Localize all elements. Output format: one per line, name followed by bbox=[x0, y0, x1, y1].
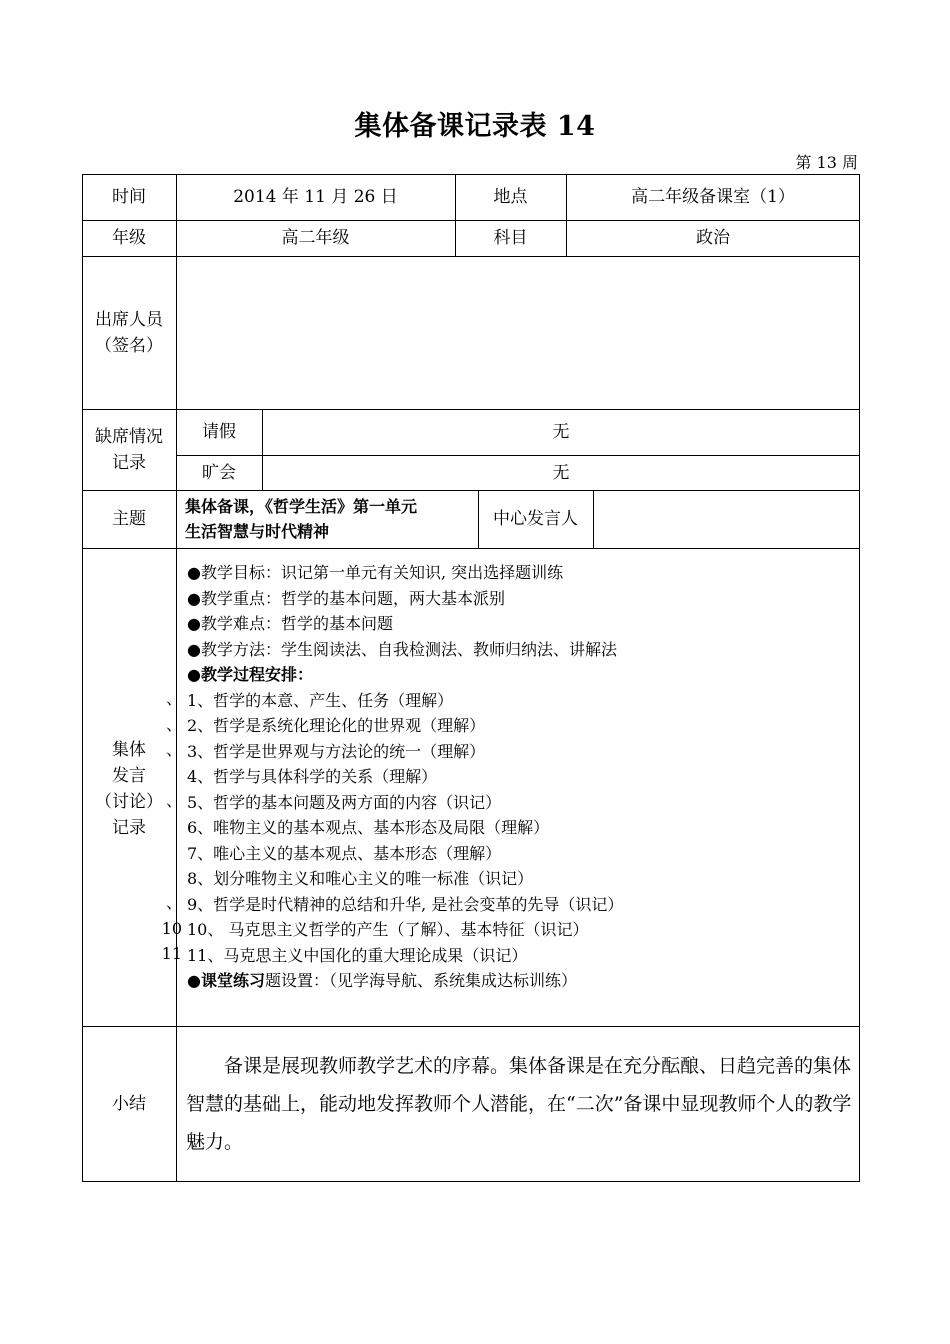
label-attendees: 出席人员 （签名） bbox=[95, 309, 163, 356]
label-grade: 年级 bbox=[112, 228, 146, 248]
label-summary: 小结 bbox=[112, 1094, 146, 1114]
value-topic: 集体备课，《哲学生活》第一单元 生活智慧与时代精神 bbox=[185, 497, 418, 541]
value-subject: 政治 bbox=[696, 228, 730, 248]
label-topic: 主题 bbox=[112, 509, 146, 529]
attendees-signature-field[interactable] bbox=[176, 256, 860, 409]
label-time: 时间 bbox=[112, 187, 146, 207]
process-heading: ●教学过程安排： bbox=[187, 665, 313, 684]
list-item: 10、 马克思主义哲学的产生（了解）、基本特征（识记） bbox=[187, 920, 589, 939]
label-truancy: 旷会 bbox=[202, 462, 236, 483]
summary-text: 备课是展现教师教学艺术的序幕。集体备课是在充分酝酿、日趋完善的集体智慧的基础上，能动地发挥教师个人潜能，在“二次”备课中显现教师个人的教学魅力。 bbox=[186, 1055, 852, 1153]
list-item: 7、唯心主义的基本观点、基本形态（理解） bbox=[187, 843, 502, 863]
week-number: 第 13 周 bbox=[795, 153, 858, 172]
list-item: 1、哲学的本意、产生、任务（理解） bbox=[187, 690, 454, 710]
teaching-key-point: ●教学重点：哲学的基本问题，两大基本派别 bbox=[187, 588, 505, 608]
value-truancy: 无 bbox=[552, 462, 570, 483]
page-title: 集体备课记录表 14 bbox=[354, 111, 596, 142]
value-place: 高二年级备课室（1） bbox=[631, 187, 795, 207]
value-grade: 高二年级 bbox=[281, 228, 350, 248]
label-leave: 请假 bbox=[202, 422, 236, 442]
list-item: 9、哲学是时代精神的总结和升华, 是社会变革的先导（识记） bbox=[187, 894, 624, 914]
list-item: 8、划分唯物主义和唯心主义的唯一标准（识记） bbox=[187, 869, 534, 888]
list-item: 4、哲学与具体科学的关系（理解） bbox=[187, 767, 438, 786]
practice-line: ●课堂练习题设置：（见学海导航、系统集成达标训练） bbox=[187, 971, 577, 990]
value-leave: 无 bbox=[552, 422, 570, 442]
list-item: 11、马克思主义中国化的重大理论成果（识记） bbox=[187, 945, 528, 965]
teaching-goal: ●教学目标：识记第一单元有关知识, 突出选择题训练 bbox=[187, 563, 564, 582]
list-item: 3、哲学是世界观与方法论的统一（理解） bbox=[187, 741, 486, 761]
label-speaker: 中心发言人 bbox=[493, 509, 578, 529]
value-time: 2014 年 11 月 26 日 bbox=[233, 187, 398, 207]
list-item: 2、哲学是系统化理论化的世界观（理解） bbox=[187, 716, 486, 735]
margin-marks: 、 、 、 、 、 10 11 bbox=[161, 689, 182, 963]
teaching-difficulty: ●教学难点：哲学的基本问题 bbox=[187, 614, 393, 633]
list-item: 6、唯物主义的基本观点、基本形态及局限（理解） bbox=[187, 818, 550, 837]
label-place: 地点 bbox=[493, 187, 528, 207]
record-content bbox=[187, 560, 623, 994]
label-record: 集体 发言 （讨论） 记录 bbox=[95, 740, 163, 838]
teaching-method: ●教学方法：学生阅读法、自我检测法、教师归纳法、讲解法 bbox=[187, 639, 617, 659]
list-item: 5、哲学的基本问题及两方面的内容（识记） bbox=[187, 792, 502, 812]
label-absence: 缺席情况 记录 bbox=[95, 426, 163, 473]
value-speaker bbox=[593, 490, 860, 548]
label-subject: 科目 bbox=[493, 228, 528, 248]
